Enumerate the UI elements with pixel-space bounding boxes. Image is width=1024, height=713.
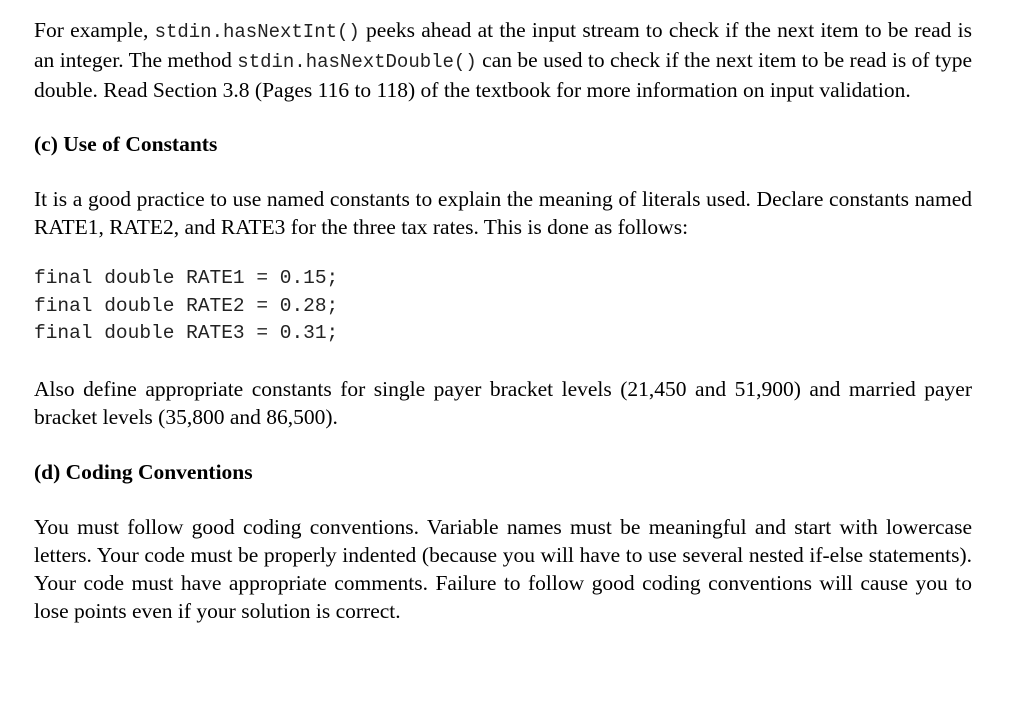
code-line-rate1: final double RATE1 = 0.15; bbox=[34, 267, 339, 289]
constants-intro-paragraph: It is a good practice to use named constants to explain the meaning of literals used. Declare constants named RATE1, RATE2, and RATE3 for the three tax rates. This is done as follows: bbox=[34, 187, 972, 239]
coding-conventions-paragraph: You must follow good coding conventions. Variable names must be meaningful and start with lowercase letters. Your code must be properly indented (because you will have to use several nested if-else statements). Your code must have appropriate comments. Failure to follow good coding conventions will cause you to lose points even if your solution is correct. bbox=[34, 514, 972, 623]
code-line-rate2: final double RATE2 = 0.28; bbox=[34, 294, 339, 317]
code-has-next-double: stdin.hasNextDouble() bbox=[237, 51, 477, 73]
paragraph-text: peeks ahead at the input stream to check if the next item to be read is an integer. The method bbox=[34, 18, 972, 72]
document-page bbox=[34, 16, 972, 625]
section-d-heading: (d) Coding Conventions bbox=[34, 459, 253, 484]
paragraph-text: can be used to check if the next item to be read is of type double. Read Section 3.8 (Pages 116 to 118) of the textbook for more information on input validation. bbox=[34, 48, 973, 102]
code-has-next-int: stdin.hasNextInt() bbox=[154, 21, 360, 43]
paragraph-text: For example, bbox=[34, 18, 155, 42]
code-line-rate3: final double RATE3 = 0.31; bbox=[34, 322, 339, 344]
constants-code-block bbox=[34, 265, 972, 348]
input-validation-paragraph bbox=[34, 16, 972, 104]
bracket-constants-paragraph: Also define appropriate constants for single payer bracket levels (21,450 and 51,900) and married payer bracket levels (35,800 and 86,500). bbox=[34, 376, 972, 429]
section-c-heading: (c) Use of Constants bbox=[34, 132, 218, 156]
